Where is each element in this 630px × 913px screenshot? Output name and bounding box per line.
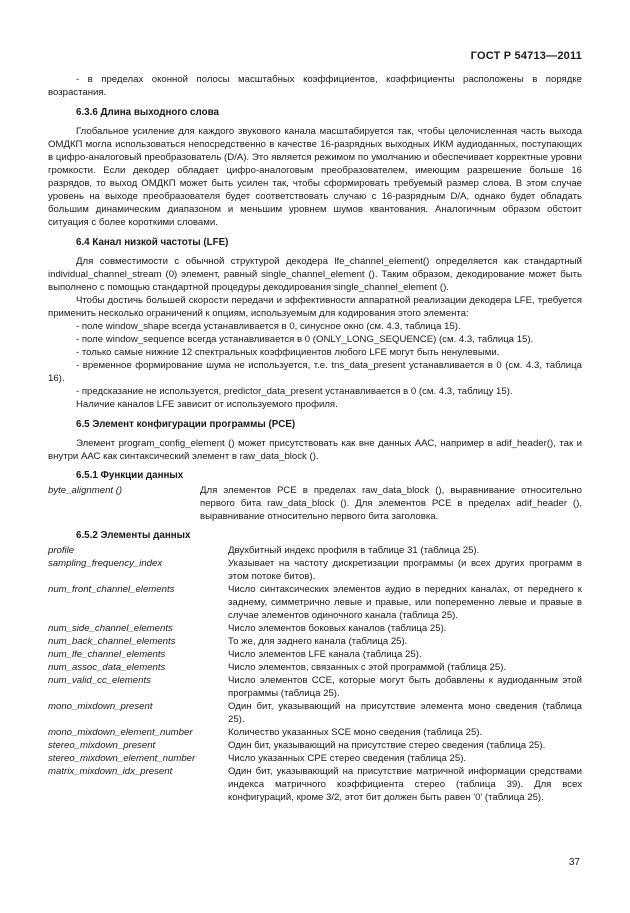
definition-term: num_valid_cc_elements bbox=[48, 675, 151, 686]
paragraph: Для совместимости с обычной структурой декодера lfe_channel_element() определяется как стандартный individual_channel_stream (0) элемент, равный single_channel_element (). Таким образом, декодирование может быть выполнено с помощью стандартной процедуры декодирования single_channel_element (). bbox=[48, 256, 582, 293]
definition-term: num_back_channel_elements bbox=[48, 636, 176, 647]
definition-desc: То же, для заднего канала (таблица 25). bbox=[228, 636, 408, 647]
paragraph: Глобальное усиление для каждого звукового канала масштабируется так, чтобы целочисленная часть выхода ОМДКП могла использоваться непосредственно в качестве 16-разрядных выходных ИКМ аудиоданных, поступающих в цифро-аналоговый преобразователь (D/A). Это является режимом по умолчанию и обеспечивает корректные уровни громкости. Если декодер обладает цифро-аналоговым преобразователем, имеющим разрешение больше 16 разрядов, то выход ОМДКП может быть усилен так, чтобы сформировать требуемый размер слова. В этом случае уровень на выходе преобразователя будет соответствовать случаю с 16-разрядным D/A, однако будет обладать большим динамическим диапазоном и меньшим уровнем шумов квантования. Аналогичным образом обстоит ситуация с более короткими словами. bbox=[48, 126, 582, 228]
definition-term: num_lfe_channel_elements bbox=[48, 649, 166, 660]
definition-desc: Число синтаксических элементов аудио в передних каналах, от переднего к заднему, симметрично левые и правые, или попеременно левые и правые в случае элементов одиночного канала (таблица 25). bbox=[228, 584, 582, 621]
definition-desc: Для элементов РСЕ в пределах raw_data_block (), выравнивание относительно первого бита raw_data_block (). Для элементов РСЕ в пределах adif_header (), выравнивание относительно первого бита заголовка. bbox=[200, 485, 582, 522]
paragraph: - в пределах оконной полосы масштабных коэффициентов, коэффициенты расположены в порядке возрастания. bbox=[48, 74, 582, 98]
definition-row bbox=[48, 661, 582, 674]
definition-term: stereo_mixdown_element_number bbox=[48, 753, 196, 764]
list-item: - поле window_shape всегда устанавливается в 0, синусное окно (см. 4.3, таблица 15). bbox=[76, 321, 461, 332]
section-heading-6-4: 6.4 Канал низкой частоты (LFE) bbox=[76, 237, 229, 248]
definition-term: byte_alignment () bbox=[48, 485, 123, 496]
definition-term: profile bbox=[48, 545, 75, 556]
definition-row bbox=[48, 583, 582, 622]
page-number: 37 bbox=[568, 857, 580, 868]
definition-row bbox=[48, 752, 582, 765]
definition-term: matrix_mixdown_idx_present bbox=[48, 766, 173, 777]
definition-desc: Число указанных CPE стерео сведения (таблица 25). bbox=[228, 753, 467, 764]
list-item: - временное формирование шума не используется, т.е. tns_data_present устанавливается в 0 (см. 4.3, таблица 16). bbox=[48, 360, 582, 384]
definition-desc: Число элементов боковых каналов (таблица 25). bbox=[228, 623, 447, 634]
definition-term: num_side_channel_elements bbox=[48, 623, 173, 634]
definition-row bbox=[48, 557, 582, 583]
definition-desc: Количество указанных SCE моно сведения (таблица 25). bbox=[228, 727, 483, 738]
definition-desc: Один бит, указывающий на присутствие элемента моно сведения (таблица 25). bbox=[228, 701, 582, 725]
section-heading-6-5: 6.5 Элемент конфигурации программы (PCE) bbox=[76, 419, 296, 430]
definition-desc: Число элементов, связанных с этой программой (таблица 25). bbox=[228, 662, 507, 673]
page-content bbox=[48, 73, 582, 804]
definition-term: stereo_mixdown_present bbox=[48, 740, 156, 751]
definition-desc: Число элементов CCE, которые могут быть добавлены к аудиоданным этой программы (таблица 25). bbox=[228, 675, 582, 699]
definition-desc: Один бит, указывающий на присутствие стерео сведения (таблица 25). bbox=[228, 740, 546, 751]
section-heading-6-5-2: 6.5.2 Элементы данных bbox=[76, 530, 191, 541]
definition-desc: Указывает на частоту дискретизации программы (и всех других программ в этом потоке битов). bbox=[228, 558, 582, 582]
list-item: - только самые нижние 12 спектральных коэффициентов любого LFE могут быть ненулевыми. bbox=[76, 347, 500, 358]
paragraph: Наличие каналов LFE зависит от используемого профиля. bbox=[76, 399, 338, 410]
definition-desc: Один бит, указывающий на присутствие матричной информации средствами индекса матричного коэффициента стерео (таблица 39). Для всех конфигураций, кроме 3/2, этот бит должен быть равен '0' (таблица 25). bbox=[228, 766, 582, 803]
definition-row bbox=[48, 739, 582, 752]
definition-row bbox=[48, 544, 582, 557]
paragraph: Чтобы достичь большей скорости передачи и эффективности аппаратной реализации декодера LFE, требуется применить несколько ограничений к опциям, используемым для кодирования этого элемента: bbox=[48, 295, 582, 319]
section-heading-6-5-1: 6.5.1 Функции данных bbox=[76, 470, 184, 481]
definition-desc: Число элементов LFE канала (таблица 25). bbox=[228, 649, 422, 660]
definition-row bbox=[48, 635, 582, 648]
list-item: - поле window_sequence всегда устанавливается в 0 (ONLY_LONG_SEQUENCE) (см. 4.3, таблица 15). bbox=[76, 334, 534, 345]
definition-row bbox=[48, 622, 582, 635]
definition-term: mono_mixdown_element_number bbox=[48, 727, 193, 738]
definition-row bbox=[48, 765, 582, 804]
definition-row bbox=[48, 648, 582, 661]
definition-row bbox=[48, 700, 582, 726]
paragraph: Элемент program_config_element () может присутствовать как вне данных ААС, например в adif_header(), так и внутри ААС как синтаксический элемент в raw_data_block (). bbox=[48, 438, 582, 462]
definition-row bbox=[48, 484, 582, 523]
section-heading-6-3-6: 6.3.6 Длина выходного слова bbox=[76, 107, 219, 118]
list-item: - предсказание не используется, predictor_data_present устанавливается в 0 (см. 4.3, таблицу 15). bbox=[76, 386, 513, 397]
definition-desc: Двухбитный индекс профиля в таблице 31 (таблица 25). bbox=[228, 545, 480, 556]
definition-term: mono_mixdown_present bbox=[48, 701, 153, 712]
definition-term: num_assoc_data_elements bbox=[48, 662, 166, 673]
definition-term: num_front_channel_elements bbox=[48, 584, 175, 595]
standard-header: ГОСТ Р 54713—2011 bbox=[470, 50, 582, 62]
definition-row bbox=[48, 674, 582, 700]
definition-row bbox=[48, 726, 582, 739]
definition-term: sampling_frequency_index bbox=[48, 558, 163, 569]
